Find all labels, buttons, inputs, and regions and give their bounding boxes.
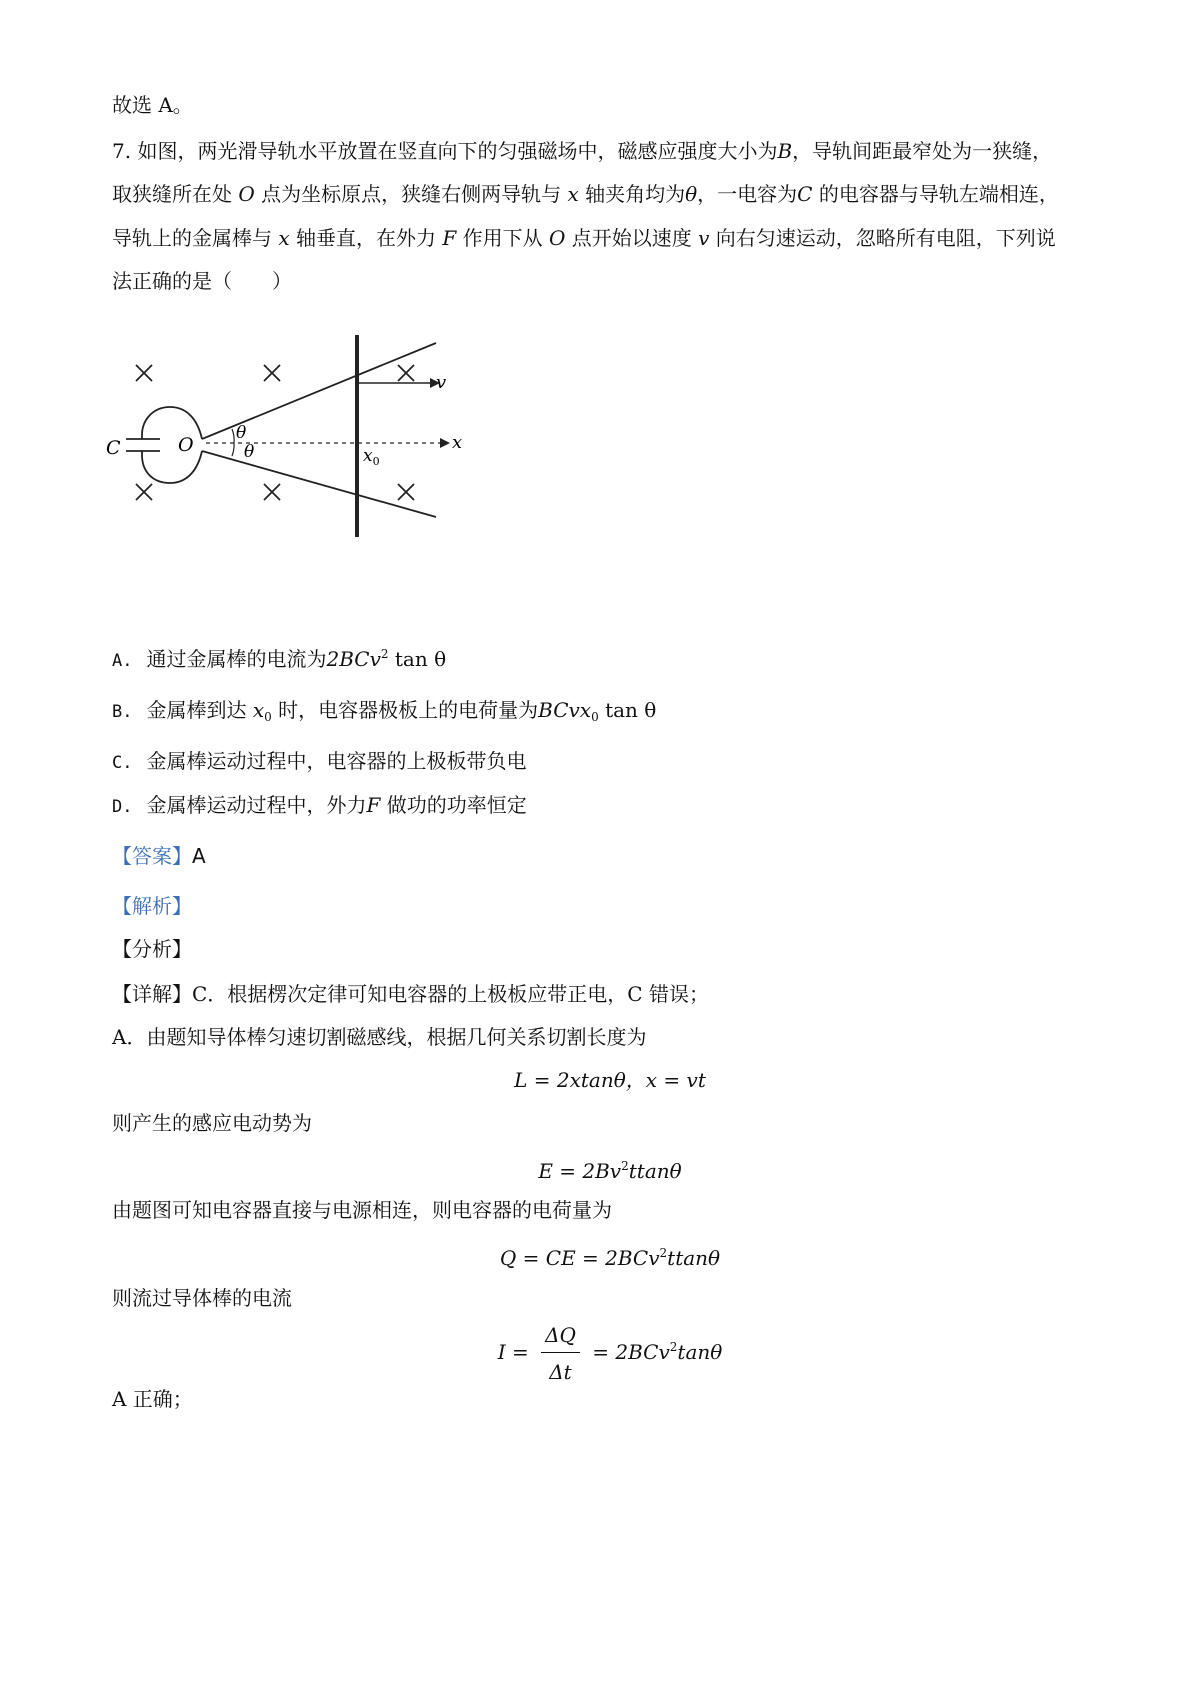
fraction-numerator: ΔQ bbox=[541, 1322, 580, 1353]
detail-line bbox=[112, 981, 709, 1007]
question-line-3 bbox=[112, 225, 1056, 251]
solution-text: 由题图可知电容器直接与电源相连，则电容器的电荷量为 bbox=[112, 1198, 612, 1222]
math-symbol: O bbox=[238, 182, 255, 206]
question-line-4 bbox=[112, 268, 292, 294]
math-symbol: v bbox=[698, 226, 710, 250]
solution-i-intro bbox=[112, 1285, 292, 1311]
question-text: 轴垂直，在外力 bbox=[296, 226, 436, 250]
theta-bottom-label: θ bbox=[244, 442, 255, 462]
math-symbol: F bbox=[442, 226, 457, 250]
math-symbol: O bbox=[548, 226, 566, 250]
rail-circuit-figure bbox=[100, 325, 500, 545]
x-axis-arrowhead bbox=[440, 438, 450, 448]
question-text: 如图，两光滑导轨水平放置在竖直向下的匀强磁场中，磁感应强度大小为 bbox=[137, 139, 778, 163]
equation-text: Q = CE = 2BCv bbox=[499, 1246, 660, 1270]
equation-text: L = 2xtanθ，x = vt bbox=[514, 1068, 706, 1092]
option-a bbox=[112, 641, 446, 674]
fraction bbox=[541, 1322, 580, 1385]
equation-4 bbox=[0, 1322, 1200, 1385]
detail-tag: 【详解】 bbox=[112, 982, 192, 1006]
fenxi-tag: 【分析】 bbox=[112, 937, 192, 961]
solution-text: 则产生的感应电动势为 bbox=[112, 1111, 312, 1135]
field-cross-icon bbox=[398, 484, 414, 500]
equation-text: ttanθ bbox=[667, 1246, 721, 1270]
previous-answer-text: 故选 A。 bbox=[112, 93, 193, 117]
superscript: 2 bbox=[669, 1340, 678, 1354]
equation-3 bbox=[0, 1240, 1200, 1271]
math-symbol: F bbox=[366, 793, 381, 817]
field-cross-icon bbox=[136, 365, 152, 381]
origin-label: O bbox=[178, 434, 194, 456]
angle-arc-top bbox=[232, 429, 234, 443]
analysis-tag: 【解析】 bbox=[112, 894, 192, 918]
answer-value: A bbox=[192, 844, 206, 868]
option-formula: BCvx bbox=[538, 698, 592, 722]
solution-a-intro bbox=[112, 1024, 646, 1050]
equation-text: ttanθ bbox=[628, 1159, 682, 1183]
theta-top-label: θ bbox=[236, 423, 247, 443]
option-text: 做功的功率恒定 bbox=[386, 793, 527, 817]
math-symbol: B bbox=[777, 139, 793, 163]
subscript: 0 bbox=[264, 710, 272, 724]
question-text: ，导轨间距最窄处为一狭缝， bbox=[792, 139, 1053, 163]
question-text: 轴夹角均为 bbox=[585, 182, 686, 206]
field-cross-icon bbox=[136, 484, 152, 500]
question-text: ，一电容为 bbox=[697, 182, 798, 206]
solution-q-intro bbox=[112, 1197, 612, 1223]
option-c bbox=[112, 748, 526, 776]
option-formula-tail: tan θ bbox=[598, 698, 657, 722]
question-line-1 bbox=[112, 138, 1052, 164]
question-number: 7. bbox=[112, 139, 132, 163]
lower-rail bbox=[202, 451, 436, 517]
math-symbol: θ bbox=[685, 182, 698, 206]
superscript: 2 bbox=[380, 647, 389, 661]
option-text: 金属棒运动过程中，电容器的上极板带负电 bbox=[146, 749, 527, 773]
math-symbol: C bbox=[797, 182, 813, 206]
question-text: 点为坐标原点，狭缝右侧两导轨与 bbox=[261, 182, 562, 206]
equation-text: = 2BCv bbox=[592, 1340, 670, 1364]
question-text: 向右匀速运动，忽略所有电阻，下列说 bbox=[715, 226, 1056, 250]
subscript: 0 bbox=[591, 710, 599, 724]
detail-text: C．根据楞次定律可知电容器的上极板应带正电，C 错误； bbox=[192, 982, 709, 1006]
option-d bbox=[112, 792, 527, 820]
velocity-label: v bbox=[436, 372, 447, 393]
analysis-line bbox=[112, 893, 192, 919]
fenxi-line bbox=[112, 936, 192, 962]
question-text: 点开始以速度 bbox=[571, 226, 692, 250]
equation-text: E = 2Bv bbox=[538, 1159, 622, 1183]
option-letter: D. bbox=[112, 797, 133, 817]
option-text: 时，电容器极板上的电荷量为 bbox=[278, 698, 539, 722]
question-text: 取狭缝所在处 bbox=[112, 182, 232, 206]
fraction-denominator: Δt bbox=[549, 1360, 572, 1384]
solution-a-correct bbox=[112, 1386, 193, 1412]
previous-answer-line bbox=[112, 92, 193, 118]
option-text: 金属棒运动过程中，外力 bbox=[146, 793, 367, 817]
question-text: 法正确的是（ ） bbox=[112, 269, 292, 293]
solution-text: A．由题知导体棒匀速切割磁感线，根据几何关系切割长度为 bbox=[112, 1025, 647, 1049]
equation-text: tanθ bbox=[677, 1340, 723, 1364]
option-formula-tail: tan θ bbox=[388, 647, 447, 671]
field-cross-icon bbox=[264, 484, 280, 500]
answer-tag: 【答案】 bbox=[112, 844, 192, 868]
x-axis-label: x bbox=[452, 432, 463, 453]
solution-emf-intro bbox=[112, 1110, 312, 1136]
question-text: 的电容器与导轨左端相连， bbox=[818, 182, 1059, 206]
math-symbol: x bbox=[567, 182, 579, 206]
capacitor-label: C bbox=[106, 437, 121, 459]
question-text: 导轨上的金属棒与 bbox=[112, 226, 272, 250]
angle-arc-bottom bbox=[232, 443, 234, 456]
option-b bbox=[112, 697, 656, 730]
question-text: 作用下从 bbox=[462, 226, 543, 250]
option-text: 通过金属棒的电流为 bbox=[146, 647, 327, 671]
answer-line bbox=[112, 843, 206, 869]
field-cross-icon bbox=[398, 365, 414, 381]
equation-2 bbox=[0, 1153, 1200, 1184]
question-line-2 bbox=[112, 181, 1059, 207]
option-text: 金属棒到达 bbox=[146, 698, 247, 722]
field-cross-icon bbox=[264, 365, 280, 381]
solution-text: A 正确； bbox=[112, 1387, 193, 1411]
solution-text: 则流过导体棒的电流 bbox=[112, 1286, 292, 1310]
superscript: 2 bbox=[621, 1159, 629, 1173]
option-letter: A. bbox=[112, 651, 133, 671]
option-formula: 2BCv bbox=[326, 647, 381, 671]
option-letter: B. bbox=[112, 702, 133, 722]
option-letter: C. bbox=[112, 753, 133, 773]
equation-1 bbox=[0, 1067, 1200, 1093]
math-symbol: x bbox=[278, 226, 290, 250]
x0-label: $x_0$ bbox=[363, 446, 380, 468]
superscript: 2 bbox=[659, 1246, 668, 1260]
math-symbol: x bbox=[252, 698, 265, 722]
equation-text: I = bbox=[497, 1340, 529, 1364]
